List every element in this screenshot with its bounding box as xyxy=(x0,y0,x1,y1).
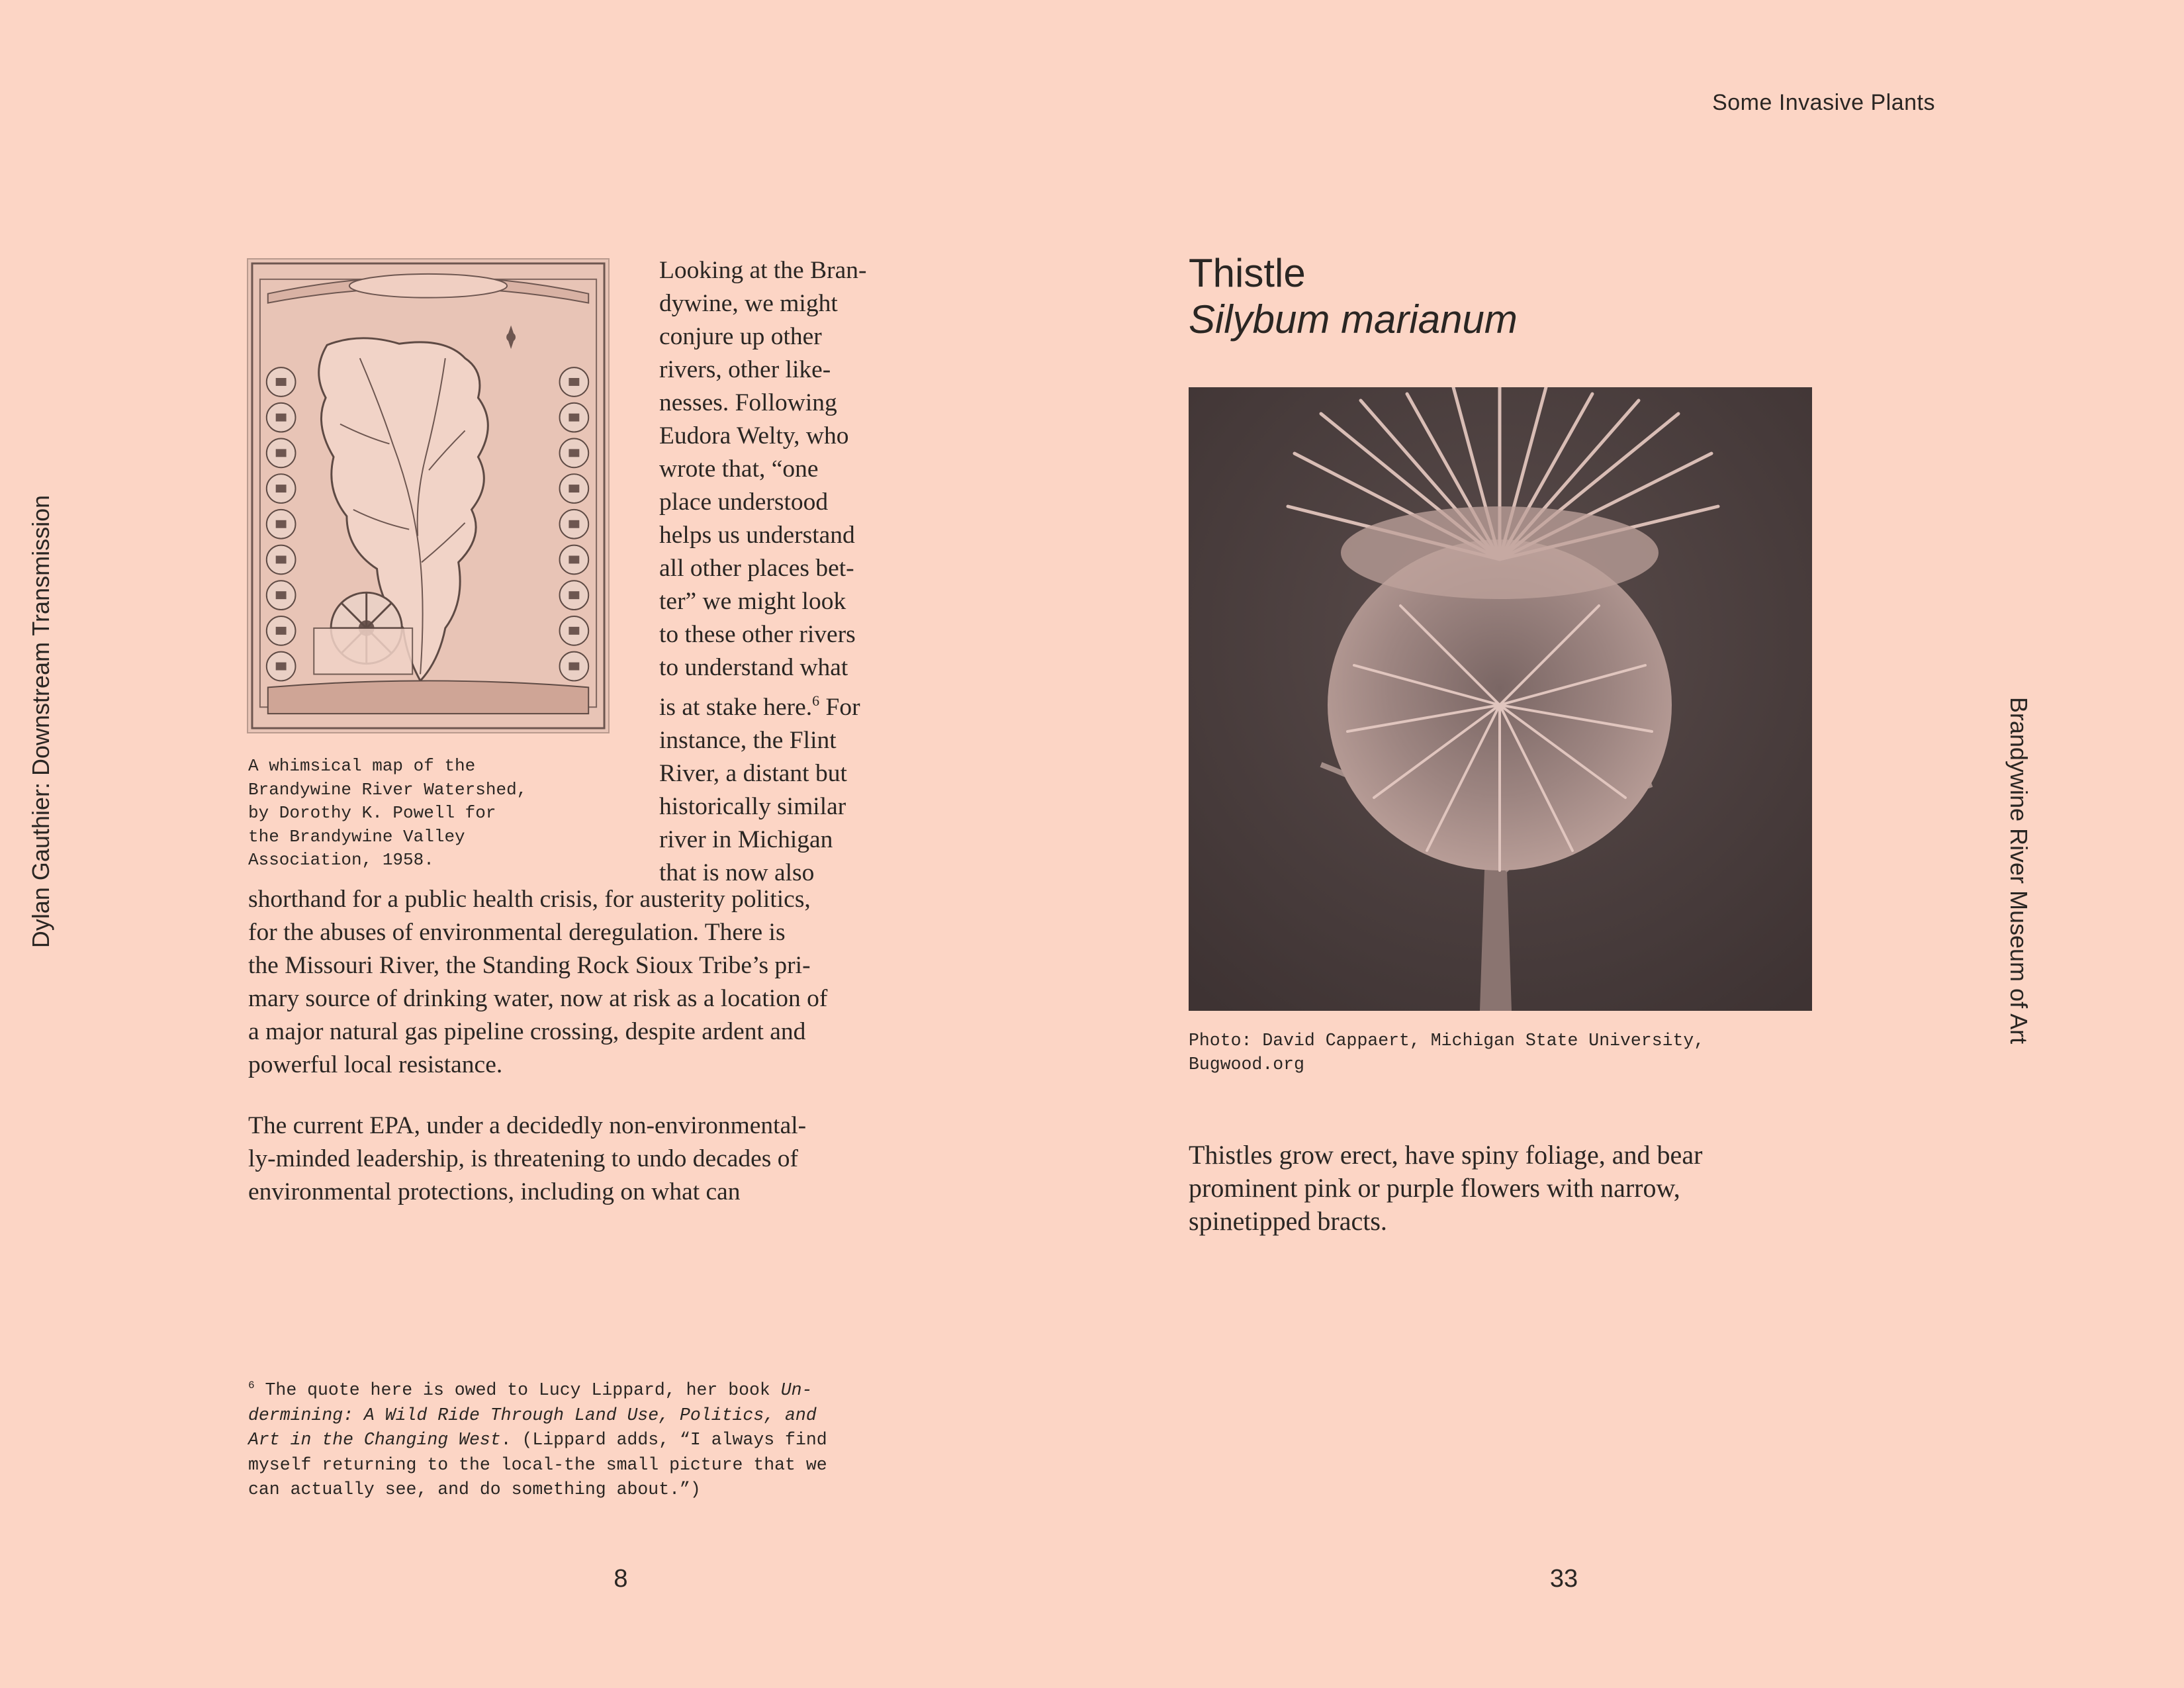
description-line: Thistles grow erect, have spiny foliage, and bear xyxy=(1189,1140,1703,1170)
body-line: ter” we might look xyxy=(659,588,846,615)
photo-credit xyxy=(1189,1029,1850,1076)
footnote-book-title: Un- xyxy=(780,1380,813,1400)
footnote-number: 6 xyxy=(248,1380,255,1391)
body-line: dywine, we might xyxy=(659,290,838,317)
body-line: that is now also xyxy=(659,859,815,886)
page-number-left: 8 xyxy=(614,1565,628,1593)
watershed-map-drawing xyxy=(248,259,608,732)
body-text-wrapped xyxy=(659,254,903,890)
map-caption-line: by Dorothy K. Powell for xyxy=(248,803,496,823)
photo-credit-line: Bugwood.org xyxy=(1189,1055,1304,1074)
map-caption-line: Association, 1958. xyxy=(248,850,434,870)
body-line: the Missouri River, the Standing Rock Sioux Tribe’s pri- xyxy=(248,952,811,979)
footnote-text: can actually see, and do something about.”) xyxy=(248,1479,701,1499)
body-line: to these other rivers xyxy=(659,621,856,648)
map-caption-line: Brandywine River Watershed, xyxy=(248,779,527,800)
body-line: rivers, other like- xyxy=(659,356,831,383)
map-caption xyxy=(248,755,619,872)
plant-description xyxy=(1189,1139,1850,1238)
body-line: Eudora Welty, who xyxy=(659,422,849,449)
body-line: place understood xyxy=(659,489,829,516)
body-line: wrote that, “one xyxy=(659,455,819,483)
spine-museum-name: Brandywine River Museum of Art xyxy=(2005,696,2032,1045)
footnote xyxy=(248,1374,910,1503)
watershed-map-image xyxy=(247,258,610,733)
body-line: all other places bet- xyxy=(659,555,854,582)
description-line: prominent pink or purple flowers with narrow, xyxy=(1189,1173,1680,1203)
plant-latin-name: Silybum marianum xyxy=(1189,297,1518,342)
body-line: instance, the Flint xyxy=(659,727,837,754)
footnote-book-title: Art in the Changing West xyxy=(248,1430,501,1450)
map-caption-line: A whimsical map of the xyxy=(248,756,476,776)
body-line: River, a distant but xyxy=(659,760,847,787)
body-line: is at stake here. xyxy=(659,694,813,721)
body-line: river in Michigan xyxy=(659,826,833,853)
spine-author-title: Dylan Gauthier: Downstream Transmission xyxy=(27,494,54,949)
body-line: For xyxy=(819,694,860,721)
thistle-drawing xyxy=(1189,387,1812,1011)
footnote-book-title: dermining: A Wild Ride Through Land Use, Politics, and xyxy=(248,1405,817,1425)
body-line: conjure up other xyxy=(659,323,822,350)
footnote-text: . (Lippard adds, “I always find xyxy=(500,1430,827,1450)
thistle-photo xyxy=(1189,387,1812,1011)
body-line: for the abuses of environmental deregulation. There is xyxy=(248,919,786,946)
footnote-text: The quote here is owed to Lucy Lippard, her book xyxy=(254,1380,781,1400)
body-text-full-width xyxy=(248,883,910,1082)
body-line: powerful local resistance. xyxy=(248,1051,503,1078)
plant-common-name: Thistle xyxy=(1189,251,1306,295)
map-caption-line: the Brandywine Valley xyxy=(248,826,465,847)
body-line: The current EPA, under a decidedly non-environmental- xyxy=(248,1112,807,1139)
page-number-right: 33 xyxy=(1549,1565,1578,1593)
body-line: Looking at the Bran- xyxy=(659,257,867,284)
body-line: nesses. Following xyxy=(659,389,837,416)
body-line: shorthand for a public health crisis, for austerity politics, xyxy=(248,886,811,913)
body-line: helps us understand xyxy=(659,522,855,549)
body-line: to understand what xyxy=(659,654,848,681)
body-line: environmental protections, including on what can xyxy=(248,1178,741,1205)
body-text-paragraph-2 xyxy=(248,1109,910,1209)
body-line: mary source of drinking water, now at risk as a location of xyxy=(248,985,828,1012)
photo-credit-line: Photo: David Cappaert, Michigan State University, xyxy=(1189,1031,1705,1051)
body-line: ly-minded leadership, is threatening to undo decades of xyxy=(248,1145,799,1172)
body-line: a major natural gas pipeline crossing, despite ardent and xyxy=(248,1018,806,1045)
footnote-reference: 6 xyxy=(812,692,820,709)
running-head: Some Invasive Plants xyxy=(1712,90,1935,115)
body-line: historically similar xyxy=(659,793,846,820)
description-line: spinetipped bracts. xyxy=(1189,1206,1387,1236)
footnote-text: myself returning to the local-the small picture that we xyxy=(248,1454,827,1475)
